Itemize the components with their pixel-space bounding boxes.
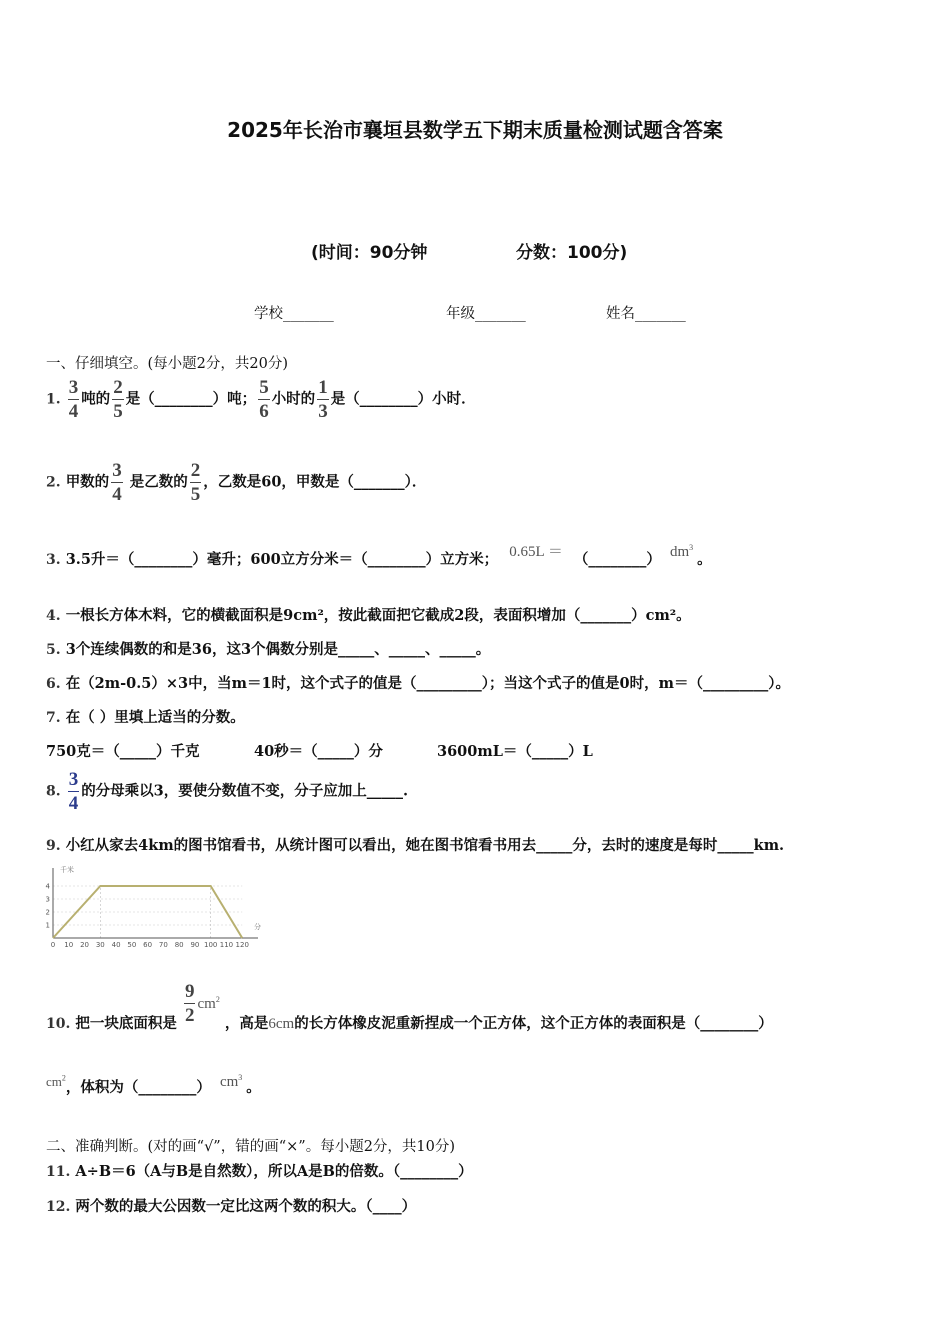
unit-exponent: 3 (689, 543, 694, 552)
question-text: 吨的 (81, 390, 111, 408)
denominator: 5 (190, 484, 201, 505)
question-3 (46, 543, 712, 569)
question-text: ，高是 (224, 1014, 269, 1032)
question-10-cont (46, 1073, 261, 1097)
numerator: 3 (112, 460, 122, 481)
question-text: 3个连续偶数的和是36，这3个偶数分别是_____、_____、_____。 (65, 641, 491, 658)
question-text: 3.5升＝（________）毫升；600立方分米＝（________）立方米； (65, 551, 499, 568)
section2-heading: 二、准确判断。(对的画“√”，错的画“×”。每小题2分，共10分) (46, 1139, 456, 1155)
fraction (68, 770, 80, 813)
question-number: 10. (46, 1015, 71, 1032)
x-tick-label: 10 (64, 941, 74, 949)
x-tick-label: 40 (111, 941, 121, 949)
exam-time: (时间：90分钟 (311, 243, 428, 263)
exam-score: 分数：100分) (516, 243, 628, 263)
question-number: 1. (46, 391, 61, 408)
unit-dm3 (670, 544, 693, 560)
unit-text: cm (46, 1074, 62, 1089)
q7-part-1: 750克＝（_____）千克 (46, 743, 200, 760)
question-number: 7. (46, 710, 61, 726)
x-tick-label: 90 (190, 941, 200, 949)
unit-text: cm (197, 995, 216, 1012)
fraction (111, 461, 123, 504)
y-axis-label: 千米 (60, 866, 74, 874)
question-text: 的分母乘以3，要使分数值不变，分子应加上_____. (81, 782, 409, 800)
x-axis-label: 分 (254, 923, 261, 931)
question-text: 。 (697, 551, 712, 568)
question-number: 2. (46, 474, 61, 491)
question-text: 。 (246, 1079, 261, 1096)
denominator: 4 (68, 793, 79, 814)
question-8 (46, 770, 408, 813)
question-number: 5. (46, 642, 61, 658)
unit-exponent: 2 (61, 1073, 66, 1083)
unit-cm3 (220, 1074, 242, 1090)
question-text: A÷B＝6（A与B是自然数），所以A是B的倍数。（________） (75, 1163, 473, 1180)
question-text: 在（2m-0.5）×3中，当m＝1时，这个式子的值是（_________）；当这个式子的值是0时，m＝（_________）。 (65, 675, 790, 692)
question-9 (46, 834, 784, 855)
question-5 (46, 638, 490, 659)
question-number: 8. (46, 783, 61, 800)
numerator: 5 (259, 377, 269, 398)
question-text: 的长方体橡皮泥重新捏成一个正方体，这个正方体的表面积是（________） (294, 1014, 773, 1032)
q7-part-2: 40秒＝（_____）分 (254, 743, 383, 760)
numerator: 3 (68, 377, 79, 398)
y-tick-label: 3 (45, 895, 50, 904)
unit-exponent: 2 (215, 994, 220, 1004)
fraction (112, 378, 124, 421)
x-tick-label: 100 (204, 941, 218, 949)
grade-field: 年级_______ (446, 306, 526, 322)
question-text: 把一块底面积是 (75, 1014, 177, 1032)
question-text: 一根长方体木料，它的横截面积是9cm²，按此截面把它截成2段，表面积增加（_______）cm²。 (65, 607, 691, 624)
question-7 (46, 706, 245, 727)
question-number: 3. (46, 552, 61, 568)
x-tick-label: 50 (127, 941, 137, 949)
question-10 (46, 978, 773, 1038)
x-tick-label: 60 (143, 941, 153, 949)
math-expression: 0.65L ＝ (509, 544, 563, 560)
question-text: ，体积为（________） (65, 1079, 211, 1096)
y-tick-label: 4 (45, 882, 50, 891)
question-text: 两个数的最大公因数一定比这两个数的积大。（____） (75, 1198, 417, 1215)
x-tick-label: 20 (80, 941, 89, 949)
numerator: 2 (113, 377, 123, 398)
denominator: 2 (184, 1005, 195, 1026)
unit-cm2 (197, 996, 219, 1012)
unit-exponent: 3 (238, 1073, 243, 1082)
question-12 (46, 1195, 416, 1216)
numerator: 3 (68, 769, 79, 790)
page-title: 2025年长治市襄垣县数学五下期末质量检测试题含答案 (227, 118, 723, 142)
question-number: 4. (46, 608, 61, 624)
denominator: 3 (318, 401, 328, 422)
question-1 (46, 378, 476, 421)
question-text: 是（________）小时． (330, 390, 476, 408)
chart-ticks (46, 883, 249, 950)
question-text: 小红从家去4km的图书馆看书，从统计图可以看出，她在图书馆看书用去_____分，去时的速度是每时_____km. (65, 837, 785, 854)
question-4 (46, 604, 691, 625)
question-text: 小时的 (271, 390, 316, 408)
fraction (190, 461, 202, 504)
unit-cm2 (46, 1074, 66, 1089)
y-tick-label: 1 (45, 921, 50, 930)
question-number: 9. (46, 838, 61, 854)
fraction (258, 378, 270, 421)
denominator: 4 (68, 401, 79, 422)
section1-heading: 一、仔细填空。(每小题2分，共20分) (46, 356, 288, 372)
x-tick-label: 110 (219, 941, 234, 949)
name-field: 姓名_______ (606, 306, 686, 322)
answer-blank: （________） (573, 551, 661, 568)
numerator: 9 (184, 981, 195, 1002)
chart-grid (53, 886, 242, 938)
fraction (68, 378, 80, 421)
numerator: 1 (318, 377, 328, 398)
x-tick-label: 80 (174, 941, 184, 949)
question-number: 12. (46, 1199, 71, 1215)
denominator: 6 (259, 401, 269, 422)
question-text: 是（________）吨； (125, 390, 257, 408)
x-tick-label: 0 (50, 941, 56, 949)
fraction (317, 378, 329, 421)
fraction (184, 982, 196, 1025)
distance-time-chart (40, 862, 265, 950)
unit-text: dm (669, 544, 690, 560)
question-6 (46, 672, 790, 693)
question-number: 6. (46, 676, 61, 692)
unit-text: cm (219, 1074, 239, 1090)
question-text: 在（ ）里填上适当的分数。 (65, 709, 245, 726)
question-text: 甲数的 (65, 473, 110, 491)
y-tick-label: 2 (45, 908, 50, 917)
height-value: 6cm (268, 1015, 295, 1032)
question-text: ，乙数是60，甲数是（_______）． (203, 473, 427, 491)
x-tick-label: 120 (235, 941, 249, 949)
school-field: 学校_______ (254, 306, 334, 322)
numerator: 2 (190, 460, 201, 481)
denominator: 5 (113, 401, 123, 422)
question-text: 是乙数的 (129, 473, 188, 491)
question-2 (46, 461, 426, 504)
denominator: 4 (112, 484, 122, 505)
q7-part-3: 3600mL＝（_____）L (437, 743, 593, 760)
x-tick-label: 30 (95, 941, 105, 949)
question-number: 11. (46, 1164, 71, 1180)
x-tick-label: 70 (158, 941, 168, 949)
question-11 (46, 1160, 473, 1181)
